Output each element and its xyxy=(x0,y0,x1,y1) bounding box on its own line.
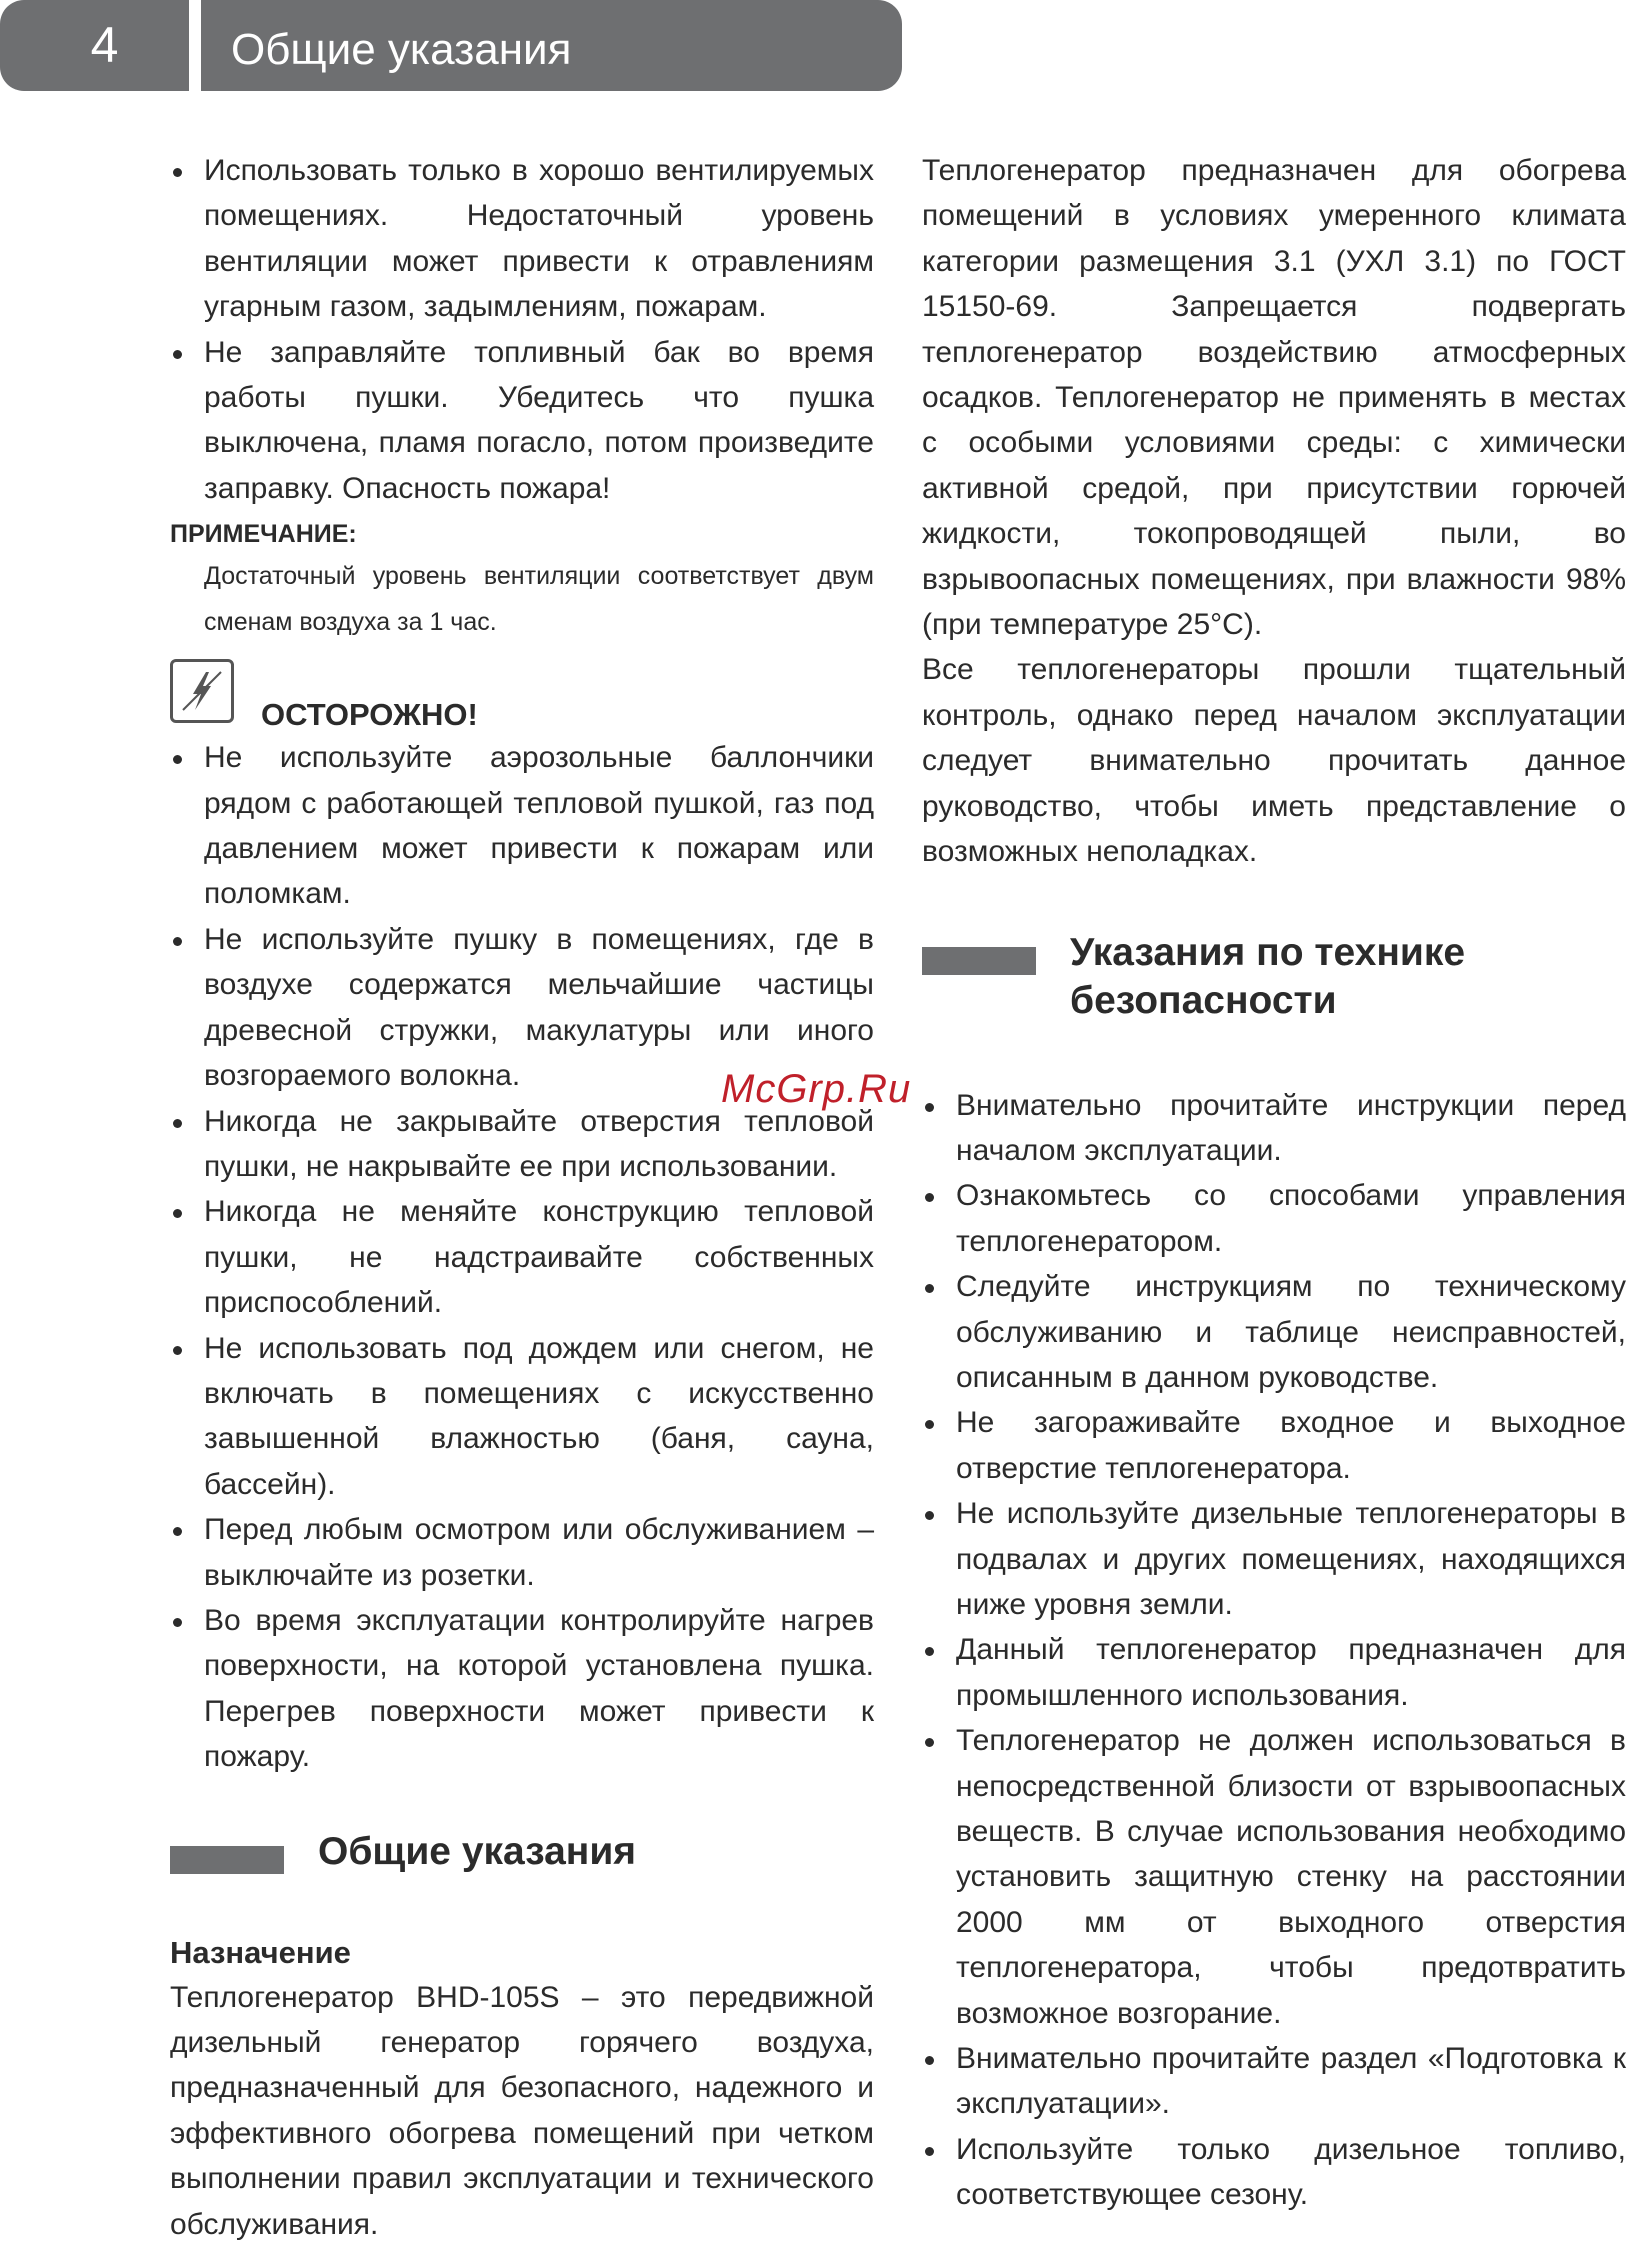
list-item: Никогда не меняйте конструкцию тепловой пушки, не надстраивайте собственных приспособлений. xyxy=(170,1189,874,1325)
caution-block xyxy=(170,659,874,735)
paragraph: Все теплогенераторы прошли тщательный контроль, однако перед началом эксплуатации следует внимательно прочитать данное руководство, чтобы иметь представление о возможных неполадках. xyxy=(922,653,1626,869)
section-safety xyxy=(922,929,1626,1025)
purpose-paragraph: Теплогенератор BHD-105S – это передвижной дизельный генератор горячего воздуха, предназначенный для безопасного, надежного и эффективного обогрева помещений при четком выполнении правил эксплуатации и технического обслуживания. xyxy=(170,1980,874,2241)
list-item: Перед любым осмотром или обслуживанием – выключайте из розетки. xyxy=(170,1507,874,1598)
paragraph: Теплогенератор предназначен для обогрева помещений в условиях умеренного климата категории размещения 3.1 (УХЛ 3.1) по ГОСТ 15150-69. Запрещается подвергать теплогенератор воздействию атмосферных осадков. Теплогенератор не применять в местах с особыми условиями среды: с химически активной средой, при присутствии горючей жидкости, токопроводящей пыли, во взрывоопасных помещениях, при влажности 98% (при температуре 25°C). xyxy=(922,154,1626,642)
watermark: McGrp.Ru xyxy=(721,1067,912,1111)
list-item: Не используйте дизельные теплогенераторы в подвалах и других помещениях, находящихся ниже уровня земли. xyxy=(922,1491,1626,1627)
list-item: Не использовать под дождем или снегом, не включать в помещениях с искусственно завышенной влажностью (баня, сауна, бассейн). xyxy=(170,1326,874,1508)
caution-label: ОСТОРОЖНО! xyxy=(261,697,478,733)
list-item: Теплогенератор не должен использоваться в непосредственной близости от взрывоопасных веществ. В случае использования необходимо установить защитную стенку на расстоянии 2000 мм от выходного отверстия теплогенератора, чтобы предотвратить возможное возгорание. xyxy=(922,1718,1626,2036)
list-item: Не используйте аэрозольные баллончики рядом с работающей тепловой пушкой, газ под давлением может привести к пожарам или поломкам. xyxy=(170,735,874,917)
safety-list xyxy=(922,1083,1626,2218)
list-item: Используйте только дизельное топливо, соответствующее сезону. xyxy=(922,2127,1626,2218)
section-title: Общие указания xyxy=(318,1829,637,1873)
section-bar xyxy=(922,947,1036,975)
note-text: Достаточный уровень вентиляции соответствует двум сменам воздуха за 1 час. xyxy=(204,562,874,637)
caution-list xyxy=(170,735,874,1779)
list-item: Никогда не закрывайте отверстия тепловой пушки, не накрывайте ее при использовании. xyxy=(170,1099,874,1190)
section-bar xyxy=(170,1846,284,1874)
list-item: Внимательно прочитайте инструкции перед началом эксплуатации. xyxy=(922,1083,1626,1174)
section-title: Указания по технике безопасности xyxy=(1070,930,1466,1022)
list-item: Данный теплогенератор предназначен для промышленного использования. xyxy=(922,1627,1626,1718)
list-item: Ознакомьтесь со способами управления теплогенератором. xyxy=(922,1173,1626,1264)
left-column xyxy=(170,148,874,2247)
subheading-purpose: Назначение xyxy=(170,1934,351,1970)
section-general xyxy=(170,1828,874,1876)
note-title: ПРИМЕЧАНИЕ: xyxy=(170,520,357,549)
header-title: Общие указания xyxy=(201,0,902,91)
list-item: Не загораживайте входное и выходное отверстие теплогенератора. xyxy=(922,1400,1626,1491)
page-number: 4 xyxy=(0,0,189,91)
list-item: Не используйте пушку в помещениях, где в воздухе содержатся мельчайшие частицы древесной стружки, макулатуры или иного возгораемого волокна. xyxy=(170,917,874,1099)
right-column xyxy=(922,148,1626,2218)
list-item: Не заправляйте топливный бак во время работы пушки. Убедитесь что пушка выключена, пламя погасло, потом произведите заправку. Опасность пожара! xyxy=(170,330,874,512)
list-item: Использовать только в хорошо вентилируемых помещениях. Недостаточный уровень вентиляции может привести к отравлениям угарным газом, задымлениям, пожарам. xyxy=(170,148,874,330)
bullet-list-top xyxy=(170,148,874,511)
list-item: Внимательно прочитайте раздел «Подготовка к эксплуатации». xyxy=(922,2036,1626,2127)
list-item: Во время эксплуатации контролируйте нагрев поверхности, на которой установлена пушка. Перегрев поверхности может привести к пожару. xyxy=(170,1598,874,1780)
warning-lightning-icon xyxy=(170,659,234,723)
list-item: Следуйте инструкциям по техническому обслуживанию и таблице неисправностей, описанным в данном руководстве. xyxy=(922,1264,1626,1400)
